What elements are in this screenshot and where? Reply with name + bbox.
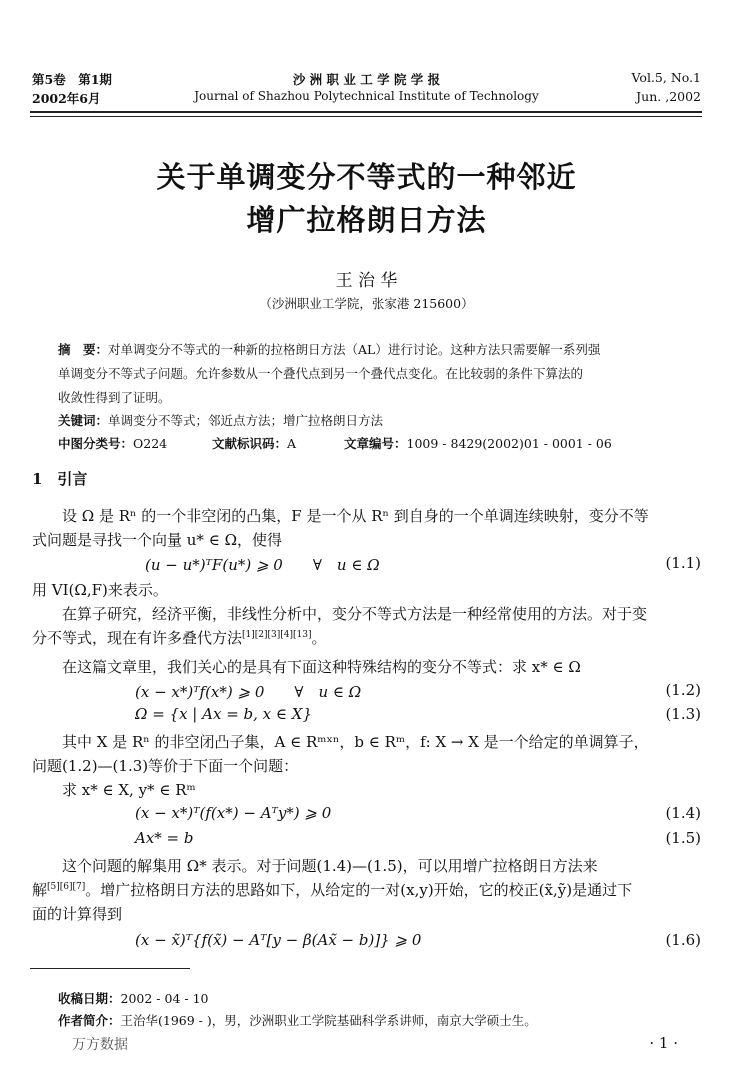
- equation-1-3-number: (1.3): [665, 705, 701, 723]
- header-date-cn: 2002年6月: [32, 91, 101, 106]
- equation-1-1: (u − u*)ᵀF(u*) ⩾ 0 ∀ u ∈ Ω: [145, 556, 380, 574]
- affiliation: （沙洲职业工学院，张家港 215600）: [259, 296, 474, 311]
- equation-1-6: (x − x̃)ᵀ{f(x̃) − Aᵀ[y − β(Ax̃ − b)]} ⩾ 0: [135, 931, 422, 949]
- paragraph-2: 用 VI(Ω,F)来表示。: [32, 581, 168, 599]
- equation-1-3: Ω = {x | Ax = b, x ∈ X}: [135, 705, 312, 723]
- paragraph-7-line1: 这个问题的解集用 Ω* 表示。对于问题(1.4)—(1.5)，可以用增广拉格朗日方法来: [62, 857, 598, 875]
- header-volume-cn: 第5卷 第1期: [32, 72, 112, 87]
- abstract-line3: 收敛性得到了证明。: [58, 390, 171, 405]
- paragraph-1-line2: 式问题是寻找一个向量 u* ∈ Ω，使得: [32, 531, 283, 549]
- abstract-line1: 摘 要：对单调变分不等式的一种新的拉格朗日方法（AL）进行讨论。这种方法只需要解一系列强: [58, 342, 601, 357]
- document-code: 文献标识码：A: [212, 436, 297, 451]
- keywords-label: 关键词：: [58, 413, 109, 428]
- paper-title-line2: 增广拉格朗日方法: [246, 203, 487, 237]
- equation-1-5-number: (1.5): [665, 829, 701, 847]
- watermark: 万方数据: [72, 1037, 128, 1053]
- header-rule-thin: [30, 116, 702, 117]
- paragraph-3-line1: 在算子研究，经济平衡，非线性分析中，变分不等式方法是一种经常使用的方法。对于变: [62, 605, 648, 623]
- citation-refs-2: [5][6][7]: [47, 882, 86, 892]
- equation-1-5: Ax* = b: [135, 829, 194, 847]
- page-number: · 1 ·: [649, 1034, 678, 1052]
- received-date: 收稿日期：2002 - 04 - 10: [58, 991, 209, 1006]
- paragraph-6: 求 x* ∈ X, y* ∈ Rᵐ: [62, 781, 196, 799]
- equation-1-2: (x − x*)ᵀf(x*) ⩾ 0 ∀ u ∈ Ω: [135, 683, 362, 701]
- abstract-line2: 单调变分不等式子问题。允许参数从一个叠代点到另一个叠代点变化。在比较弱的条件下算法的: [58, 366, 584, 381]
- equation-1-4: (x − x*)ᵀ(f(x*) − Aᵀy*) ⩾ 0: [135, 804, 332, 822]
- abstract-label: 摘 要：: [58, 342, 109, 357]
- paragraph-5-line2: 问题(1.2)—(1.3)等价于下面一个问题：: [32, 757, 299, 775]
- article-number: 文章编号：1009 - 8429(2002)01 - 0001 - 06: [344, 436, 612, 451]
- header-journal-en: Journal of Shazhou Polytechnical Institute of Technology: [194, 89, 539, 103]
- header-rule-thick: [30, 111, 702, 113]
- citation-refs-1: [1][2][3][4][13]: [242, 630, 312, 640]
- header-volume-en: Vol.5, No.1: [631, 70, 701, 85]
- header-journal-cn: 沙 洲 职 业 工 学 院 学 报: [292, 72, 441, 87]
- paragraph-7-line3: 面的计算得到: [32, 905, 123, 923]
- paragraph-1-line1: 设 Ω 是 Rⁿ 的一个非空闭的凸集，F 是一个从 Rⁿ 到自身的一个单调连续映射，变分不等: [62, 507, 649, 525]
- equation-1-4-number: (1.4): [665, 804, 701, 822]
- paragraph-3-line2: 分不等式，现在有许多叠代方法[1][2][3][4][13]。: [32, 629, 327, 647]
- author-name: 王 治 华: [335, 271, 398, 291]
- section-heading-introduction: 1 引言: [32, 470, 88, 488]
- paper-title-line1: 关于单调变分不等式的一种邻近: [156, 160, 577, 194]
- header-date-en: Jun. ,2002: [636, 89, 701, 104]
- paragraph-7-line2: 解[5][6][7]。增广拉格朗日方法的思路如下，从给定的一对(x,y)开始，它的校正(x̃,ỹ)是通过下: [32, 881, 633, 899]
- paragraph-5-line1: 其中 X 是 Rⁿ 的非空闭凸子集，A ∈ Rᵐˣⁿ，b ∈ Rᵐ，f: X → X 是一个给定的单调算子，: [62, 733, 649, 751]
- paragraph-4: 在这篇文章里，我们关心的是具有下面这种特殊结构的变分不等式：求 x* ∈ Ω: [62, 658, 581, 676]
- keywords: 关键词：单调变分不等式；邻近点方法；增广拉格朗日方法: [58, 413, 384, 428]
- author-bio: 作者简介：王治华(1969 - )，男，沙洲职业工学院基础科学系讲师，南京大学硕士生。: [58, 1013, 537, 1028]
- equation-1-1-number: (1.1): [665, 554, 701, 572]
- equation-1-6-number: (1.6): [665, 931, 701, 949]
- classification-number: 中图分类号：O224: [58, 436, 168, 451]
- equation-1-2-number: (1.2): [665, 681, 701, 699]
- footnote-rule: [30, 968, 190, 969]
